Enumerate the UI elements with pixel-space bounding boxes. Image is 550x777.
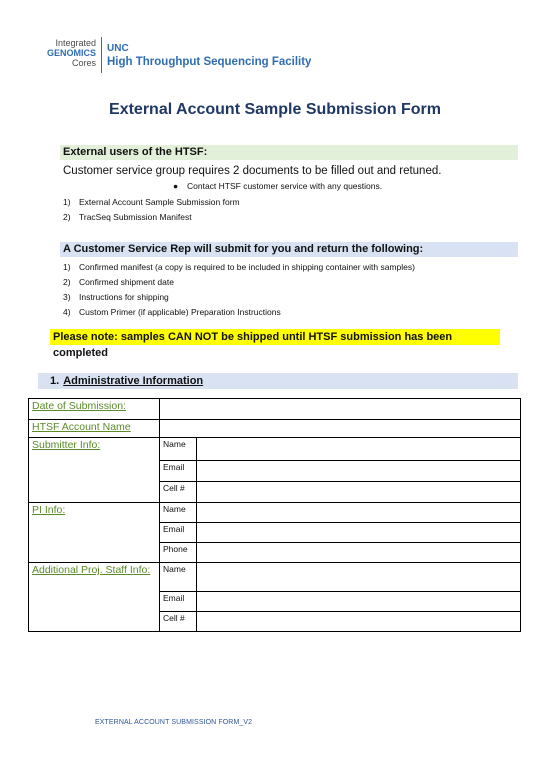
additional-staff-info-label: Additional Proj. Staff Info: xyxy=(29,563,160,632)
shipping-warning: Please note: samples CAN NOT be shipped until HTSF submission has been completed xyxy=(50,329,500,345)
contact-bullet-text: Contact HTSF customer service with any questions. xyxy=(187,181,383,191)
section-title: Administrative Information xyxy=(63,375,204,387)
form-title: External Account Sample Submission Form xyxy=(109,101,441,118)
submitter-email-field[interactable] xyxy=(197,461,521,482)
logo-line-1: Integrated xyxy=(55,38,96,48)
facility-name: High Throughput Sequencing Facility xyxy=(107,56,312,68)
list-item xyxy=(63,277,174,288)
pi-name-field[interactable] xyxy=(197,503,521,523)
staff-cell-field[interactable] xyxy=(197,612,521,632)
logo-line-3: Cores xyxy=(71,58,96,68)
staff-name-field[interactable] xyxy=(197,563,521,592)
document-footer: EXTERNAL ACCOUNT SUBMISSION FORM_V2 xyxy=(95,719,253,726)
integrated-genomics-logo xyxy=(38,38,96,68)
list-item-text: Confirmed shipment date xyxy=(79,277,174,287)
table-row xyxy=(29,438,521,461)
pi-phone-label: Phone xyxy=(160,543,197,563)
pi-email-field[interactable] xyxy=(197,523,521,543)
pi-name-label: Name xyxy=(160,503,197,523)
list-item-text: External Account Sample Submission form xyxy=(79,197,240,207)
external-users-intro: Customer service group requires 2 documents to be filled out and retuned. xyxy=(63,165,442,177)
staff-cell-label: Cell # xyxy=(160,612,197,632)
list-item-number: 2) xyxy=(63,212,71,222)
table-row xyxy=(29,420,521,438)
list-item-text: Confirmed manifest (a copy is required to be included in shipping container with samples) xyxy=(79,262,415,272)
list-item xyxy=(63,307,281,318)
list-item-text: TracSeq Submission Manifest xyxy=(79,212,192,222)
htsf-account-name-field[interactable] xyxy=(160,420,521,438)
external-users-heading: External users of the HTSF: xyxy=(60,145,518,160)
submitter-name-label: Name xyxy=(160,438,197,461)
logo-line-2: GENOMICS xyxy=(46,48,96,58)
staff-email-field[interactable] xyxy=(197,592,521,612)
list-item-text: Instructions for shipping xyxy=(79,292,169,302)
table-row xyxy=(29,503,521,523)
date-of-submission-field[interactable] xyxy=(160,399,521,420)
pi-email-label: Email xyxy=(160,523,197,543)
date-of-submission-label: Date of Submission: xyxy=(29,399,160,420)
list-item xyxy=(63,292,169,303)
list-item xyxy=(63,262,415,273)
administrative-info-table xyxy=(28,398,521,632)
table-row xyxy=(29,563,521,592)
bullet-dot-icon: ● xyxy=(173,181,179,191)
section-1-heading xyxy=(38,373,518,389)
logo-divider xyxy=(101,37,102,73)
pi-info-label: PI Info: xyxy=(29,503,160,563)
list-item-number: 2) xyxy=(63,277,71,287)
list-item-number: 1) xyxy=(63,197,71,207)
list-item xyxy=(63,212,192,223)
htsf-account-name-label: HTSF Account Name xyxy=(29,420,160,438)
submitter-cell-label: Cell # xyxy=(160,482,197,503)
staff-email-label: Email xyxy=(160,592,197,612)
service-rep-heading: A Customer Service Rep will submit for you and return the following: xyxy=(60,242,518,257)
contact-bullet xyxy=(173,181,382,191)
list-item xyxy=(63,197,240,208)
list-item-number: 1) xyxy=(63,262,71,272)
pi-phone-field[interactable] xyxy=(197,543,521,563)
submitter-email-label: Email xyxy=(160,461,197,482)
section-number: 1. xyxy=(50,375,60,387)
staff-name-label: Name xyxy=(160,563,197,592)
submitter-cell-field[interactable] xyxy=(197,482,521,503)
table-row xyxy=(29,399,521,420)
unc-facility-logo xyxy=(107,43,311,69)
list-item-text: Custom Primer (if applicable) Preparation Instructions xyxy=(79,307,281,317)
list-item-number: 3) xyxy=(63,292,71,302)
unc-text: UNC xyxy=(107,43,129,54)
list-item-number: 4) xyxy=(63,307,71,317)
submitter-info-label: Submitter Info: xyxy=(29,438,160,503)
submitter-name-field[interactable] xyxy=(197,438,521,461)
